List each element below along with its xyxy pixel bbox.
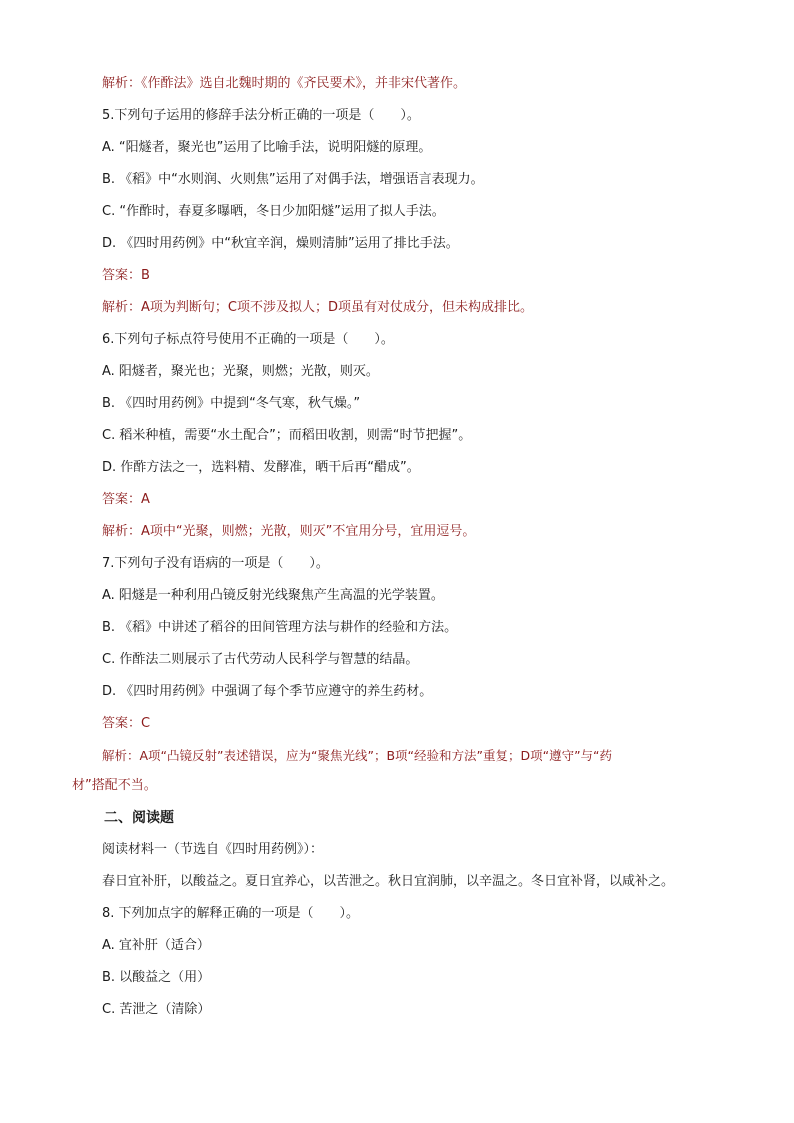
q5-option-b: B. 《稻》中“水则润、火则焦”运用了对偶手法，增强语言表现力。 <box>102 172 484 187</box>
q7-analysis-line2: 材”搭配不当。 <box>72 778 157 793</box>
material-title: 阅读材料一（节选自《四时用药例》）： <box>102 842 324 857</box>
q7-answer: 答案：C <box>102 716 151 731</box>
q5-option-d: D. 《四时用药例》中“秋宜辛润，燥则清肺”运用了排比手法。 <box>102 236 459 251</box>
q7-option-a: A. 阳燧是一种利用凸镜反射光线聚焦产生高温的光学装置。 <box>102 588 444 603</box>
q6-option-c: C. 稻米种植，需要“水土配合”；而稻田收割，则需“时节把握”。 <box>102 428 472 443</box>
q8-option-c: C. 苦泄之（清除） <box>102 1002 211 1017</box>
q5-option-c: C. “作酢时，春夏多曝晒，冬日少加阳燧”运用了拟人手法。 <box>102 204 445 219</box>
q8-option-b: B. 以酸益之（用） <box>102 970 211 985</box>
q7-option-b: B. 《稻》中讲述了稻谷的田间管理方法与耕作的经验和方法。 <box>102 620 458 635</box>
q5-option-a: A. “阳燧者，聚光也”运用了比喻手法，说明阳燧的原理。 <box>102 140 432 155</box>
q8-option-a: A. 宜补肝（适合） <box>102 938 210 953</box>
q6-answer: 答案：A <box>102 492 150 507</box>
q7-stem: 7.下列句子没有语病的一项是（ ）。 <box>102 556 329 571</box>
material-text: 春日宜补肝，以酸益之。夏日宜养心，以苦泄之。秋日宜润肺，以辛温之。冬日宜补肾，以咸补之。 <box>102 874 675 889</box>
q4-analysis: 解析：《作酢法》选自北魏时期的《齐民要术》，并非宋代著作。 <box>102 76 467 91</box>
q5-answer: 答案：B <box>102 268 150 283</box>
q7-analysis-line1: 解析：A项“凸镜反射”表述错误，应为“聚焦光线”；B项“经验和方法”重复；D项“遵守”与“药 <box>102 748 613 763</box>
q8-stem: 8. 下列加点字的解释正确的一项是（ ）。 <box>102 906 360 921</box>
q6-option-a: A. 阳燧者，聚光也；光聚，则燃；光散，则灭。 <box>102 364 379 379</box>
q6-analysis: 解析：A项中“光聚，则燃；光散，则灭”不宜用分号，宜用逗号。 <box>102 524 476 539</box>
q7-option-c: C. 作酢法二则展示了古代劳动人民科学与智慧的结晶。 <box>102 652 419 667</box>
q5-stem: 5.下列句子运用的修辞手法分析正确的一项是（ ）。 <box>102 108 420 123</box>
q7-option-d: D. 《四时用药例》中强调了每个季节应遵守的养生药材。 <box>102 684 433 699</box>
q6-option-b: B. 《四时用药例》中提到“冬气寒，秋气燥。” <box>102 396 361 411</box>
q6-stem: 6.下列句子标点符号使用不正确的一项是（ ）。 <box>102 332 394 347</box>
q6-option-d: D. 作酢方法之一，选料精、发酵准，晒干后再“醋成”。 <box>102 460 420 475</box>
q5-analysis: 解析：A项为判断句；C项不涉及拟人；D项虽有对仗成分，但未构成排比。 <box>102 300 533 315</box>
section-heading-reading: 二、阅读题 <box>104 810 174 826</box>
